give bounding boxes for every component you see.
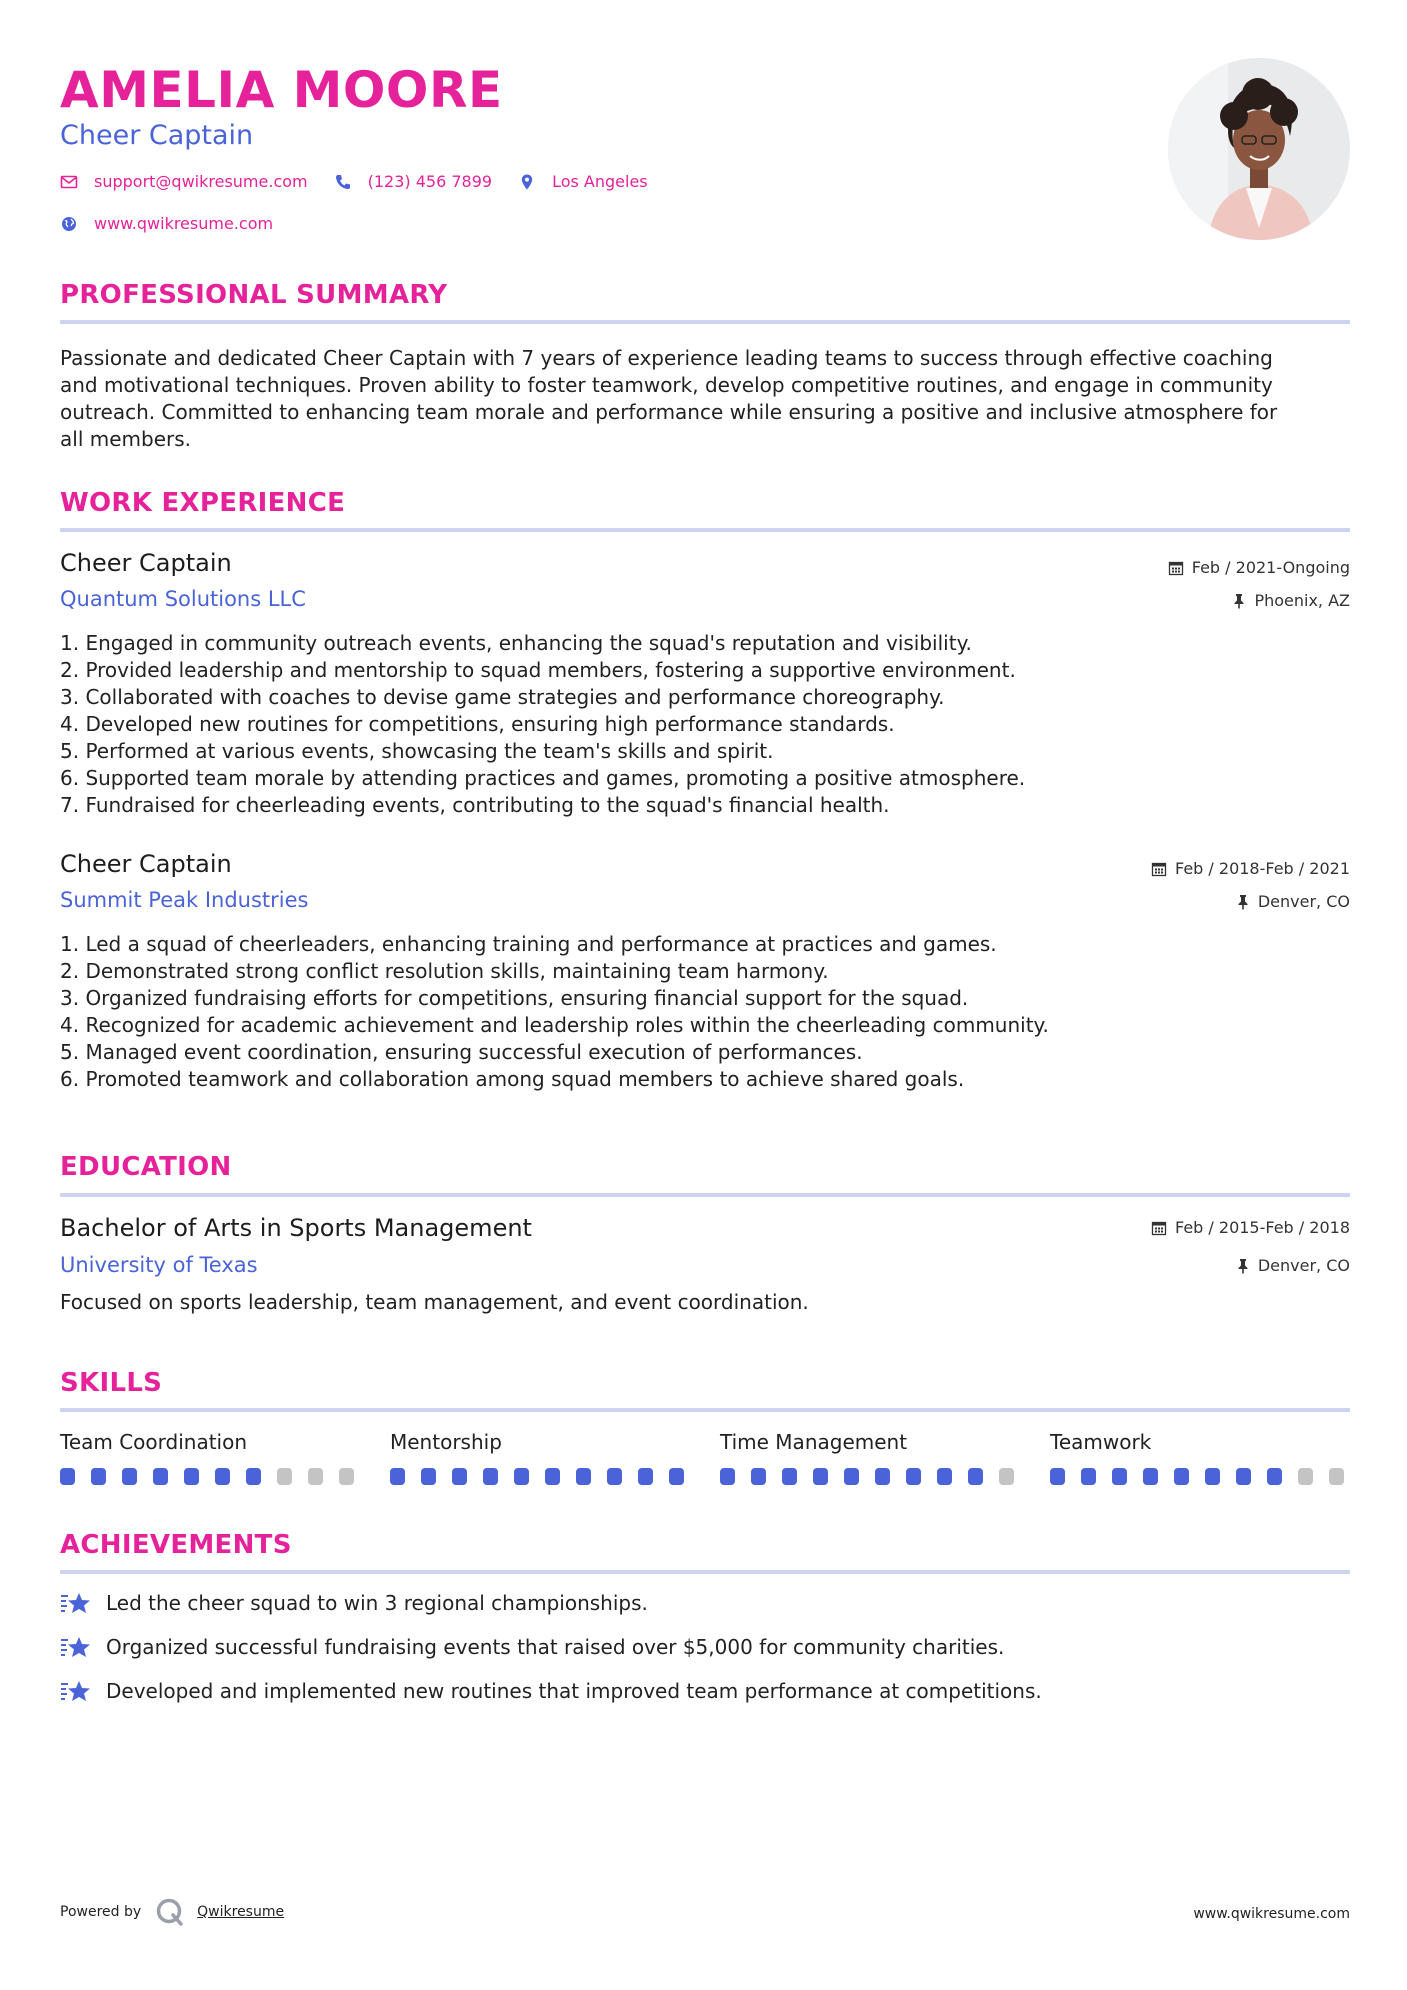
skill-dot-filled bbox=[813, 1468, 828, 1485]
job-bullets bbox=[60, 630, 1350, 819]
skill-dot-filled bbox=[906, 1468, 921, 1485]
footer-powered-by bbox=[60, 1897, 284, 1927]
skills-divider bbox=[60, 1408, 1350, 1412]
skill-dot-filled bbox=[1174, 1468, 1189, 1485]
skill-dot-filled bbox=[607, 1468, 622, 1485]
skill-dot-filled bbox=[1143, 1468, 1158, 1485]
skill-name: Teamwork bbox=[1050, 1430, 1152, 1454]
skill-dot-filled bbox=[1267, 1468, 1282, 1485]
list-item: 5. Performed at various events, showcasing the team's skills and spirit. bbox=[60, 739, 774, 763]
skill-dot-filled bbox=[576, 1468, 591, 1485]
skill-dot-filled bbox=[720, 1468, 735, 1485]
skill-dot-filled bbox=[937, 1468, 952, 1485]
summary-text bbox=[60, 345, 1350, 453]
candidate-name: AMELIA MOORE bbox=[60, 61, 503, 119]
skill-dot-empty bbox=[1329, 1468, 1344, 1485]
achievements-heading: ACHIEVEMENTS bbox=[60, 1530, 292, 1560]
skill-dot-filled bbox=[669, 1468, 684, 1485]
skill-name: Time Management bbox=[720, 1430, 908, 1454]
star-icon bbox=[60, 1634, 92, 1660]
footer-website[interactable]: www.qwikresume.com bbox=[1193, 1906, 1350, 1922]
degree-title: Bachelor of Arts in Sports Management bbox=[60, 1214, 532, 1242]
job-location bbox=[1236, 892, 1350, 911]
contact-website[interactable] bbox=[60, 214, 273, 233]
skill-dot-filled bbox=[875, 1468, 890, 1485]
achievement-text: Developed and implemented new routines that improved team performance at competitions. bbox=[106, 1679, 1042, 1703]
job-company: Quantum Solutions LLC bbox=[60, 587, 306, 611]
skills-grid bbox=[60, 1430, 1350, 1490]
contact-row bbox=[60, 172, 674, 191]
summary-line: and motivational techniques. Proven ability to foster teamwork, develop competitive routines, and engage in community bbox=[60, 373, 1273, 397]
pushpin-icon bbox=[1236, 894, 1250, 910]
job-bullets bbox=[60, 931, 1350, 1093]
education-heading: EDUCATION bbox=[60, 1152, 232, 1182]
skill-dot-filled bbox=[184, 1468, 199, 1485]
skill-dot-filled bbox=[1081, 1468, 1096, 1485]
job-dates bbox=[1168, 558, 1350, 577]
calendar-icon bbox=[1151, 1220, 1167, 1236]
profile-photo bbox=[1168, 58, 1350, 240]
skill-dot-empty bbox=[277, 1468, 292, 1485]
job-title: Cheer Captain bbox=[60, 850, 232, 878]
skill-item bbox=[60, 1430, 360, 1454]
achievement-text: Organized successful fundraising events that raised over $5,000 for community charities. bbox=[106, 1635, 1005, 1659]
brand-link[interactable]: Qwikresume bbox=[197, 1904, 285, 1920]
powered-by-label: Powered by bbox=[60, 1904, 142, 1920]
education-location-text: Denver, CO bbox=[1257, 1256, 1350, 1275]
education-location bbox=[1236, 1256, 1350, 1275]
skill-dot-empty bbox=[1298, 1468, 1313, 1485]
skill-dot-filled bbox=[1112, 1468, 1127, 1485]
skill-dot-filled bbox=[1205, 1468, 1220, 1485]
job-location-text: Phoenix, AZ bbox=[1254, 591, 1350, 610]
list-item: 4. Recognized for academic achievement and leadership roles within the cheerleading community. bbox=[60, 1013, 1049, 1037]
skill-dot-filled bbox=[1050, 1468, 1065, 1485]
education-description: Focused on sports leadership, team management, and event coordination. bbox=[60, 1290, 809, 1314]
summary-line: all members. bbox=[60, 427, 191, 451]
resume-header bbox=[60, 58, 1350, 248]
skill-dot-empty bbox=[339, 1468, 354, 1485]
list-item: 1. Engaged in community outreach events, enhancing the squad's reputation and visibility. bbox=[60, 631, 972, 655]
contact-row-website bbox=[60, 214, 299, 233]
skill-dot-filled bbox=[91, 1468, 106, 1485]
skill-dot-filled bbox=[215, 1468, 230, 1485]
star-icon bbox=[60, 1678, 92, 1704]
job-title: Cheer Captain bbox=[60, 549, 232, 577]
skill-name: Mentorship bbox=[390, 1430, 502, 1454]
skill-name: Team Coordination bbox=[60, 1430, 248, 1454]
contact-phone[interactable] bbox=[334, 172, 492, 191]
list-item: 6. Supported team morale by attending practices and games, promoting a positive atmosphere. bbox=[60, 766, 1026, 790]
contact-location bbox=[518, 172, 648, 191]
skill-dot-filled bbox=[483, 1468, 498, 1485]
summary-divider bbox=[60, 320, 1350, 324]
skill-dot-filled bbox=[421, 1468, 436, 1485]
pushpin-icon bbox=[1232, 593, 1246, 609]
achievement-text: Led the cheer squad to win 3 regional championships. bbox=[106, 1591, 648, 1615]
experience-divider bbox=[60, 528, 1350, 532]
skill-item bbox=[1050, 1430, 1350, 1454]
skill-dot-empty bbox=[308, 1468, 323, 1485]
skill-dot-filled bbox=[246, 1468, 261, 1485]
avatar-illustration bbox=[1168, 58, 1350, 240]
achievement-item bbox=[60, 1678, 1042, 1704]
globe-icon bbox=[60, 215, 78, 233]
summary-line: outreach. Committed to enhancing team morale and performance while ensuring a positive and inclusive atmosphere for bbox=[60, 400, 1278, 424]
candidate-role: Cheer Captain bbox=[60, 120, 254, 151]
email-text: support@qwikresume.com bbox=[94, 172, 308, 191]
skill-dot-filled bbox=[390, 1468, 405, 1485]
list-item: 2. Provided leadership and mentorship to squad members, fostering a supportive environment. bbox=[60, 658, 1016, 682]
job-dates-text: Feb / 2018-Feb / 2021 bbox=[1175, 859, 1350, 878]
job-company: Summit Peak Industries bbox=[60, 888, 309, 912]
school-name: University of Texas bbox=[60, 1253, 258, 1277]
calendar-icon bbox=[1168, 560, 1184, 576]
star-icon bbox=[60, 1590, 92, 1616]
experience-heading: WORK EXPERIENCE bbox=[60, 488, 346, 518]
education-dates-text: Feb / 2015-Feb / 2018 bbox=[1175, 1218, 1350, 1237]
skill-dot-filled bbox=[844, 1468, 859, 1485]
education-divider bbox=[60, 1193, 1350, 1197]
summary-line: Passionate and dedicated Cheer Captain with 7 years of experience leading teams to success through effective coaching bbox=[60, 346, 1273, 370]
calendar-icon bbox=[1151, 861, 1167, 877]
skill-dot-filled bbox=[782, 1468, 797, 1485]
skill-dot-empty bbox=[999, 1468, 1014, 1485]
skill-item bbox=[720, 1430, 1020, 1454]
list-item: 2. Demonstrated strong conflict resolution skills, maintaining team harmony. bbox=[60, 959, 829, 983]
achievement-item bbox=[60, 1590, 648, 1616]
location-text: Los Angeles bbox=[552, 172, 648, 191]
skill-dot-filled bbox=[545, 1468, 560, 1485]
list-item: 7. Fundraised for cheerleading events, contributing to the squad's financial health. bbox=[60, 793, 890, 817]
qwikresume-logo-icon bbox=[155, 1897, 185, 1927]
job-location bbox=[1232, 591, 1350, 610]
skill-dot-filled bbox=[153, 1468, 168, 1485]
phone-icon bbox=[334, 173, 352, 191]
envelope-icon bbox=[60, 173, 78, 191]
list-item: 4. Developed new routines for competitions, ensuring high performance standards. bbox=[60, 712, 895, 736]
pushpin-icon bbox=[1236, 1258, 1250, 1274]
website-text: www.qwikresume.com bbox=[94, 214, 274, 233]
job-dates bbox=[1151, 859, 1350, 878]
skill-dot-filled bbox=[751, 1468, 766, 1485]
skill-dot-filled bbox=[968, 1468, 983, 1485]
skills-heading: SKILLS bbox=[60, 1368, 163, 1398]
map-pin-icon bbox=[518, 173, 536, 191]
list-item: 1. Led a squad of cheerleaders, enhancing training and performance at practices and games. bbox=[60, 932, 997, 956]
skill-dot-filled bbox=[60, 1468, 75, 1485]
list-item: 6. Promoted teamwork and collaboration among squad members to achieve shared goals. bbox=[60, 1067, 965, 1091]
skill-dot-filled bbox=[122, 1468, 137, 1485]
skill-dot-filled bbox=[452, 1468, 467, 1485]
skill-dot-filled bbox=[638, 1468, 653, 1485]
phone-text: (123) 456 7899 bbox=[367, 172, 493, 191]
list-item: 3. Organized fundraising efforts for competitions, ensuring financial support for the squad. bbox=[60, 986, 969, 1010]
list-item: 5. Managed event coordination, ensuring successful execution of performances. bbox=[60, 1040, 863, 1064]
skill-dot-filled bbox=[514, 1468, 529, 1485]
skill-item bbox=[390, 1430, 690, 1454]
job-dates-text: Feb / 2021-Ongoing bbox=[1191, 558, 1350, 577]
summary-heading: PROFESSIONAL SUMMARY bbox=[60, 280, 448, 310]
education-dates bbox=[1151, 1218, 1350, 1237]
skill-dot-filled bbox=[1236, 1468, 1251, 1485]
job-location-text: Denver, CO bbox=[1257, 892, 1350, 911]
achievement-item bbox=[60, 1634, 1004, 1660]
contact-email[interactable] bbox=[60, 172, 308, 191]
achievements-divider bbox=[60, 1570, 1350, 1574]
list-item: 3. Collaborated with coaches to devise game strategies and performance choreography. bbox=[60, 685, 945, 709]
